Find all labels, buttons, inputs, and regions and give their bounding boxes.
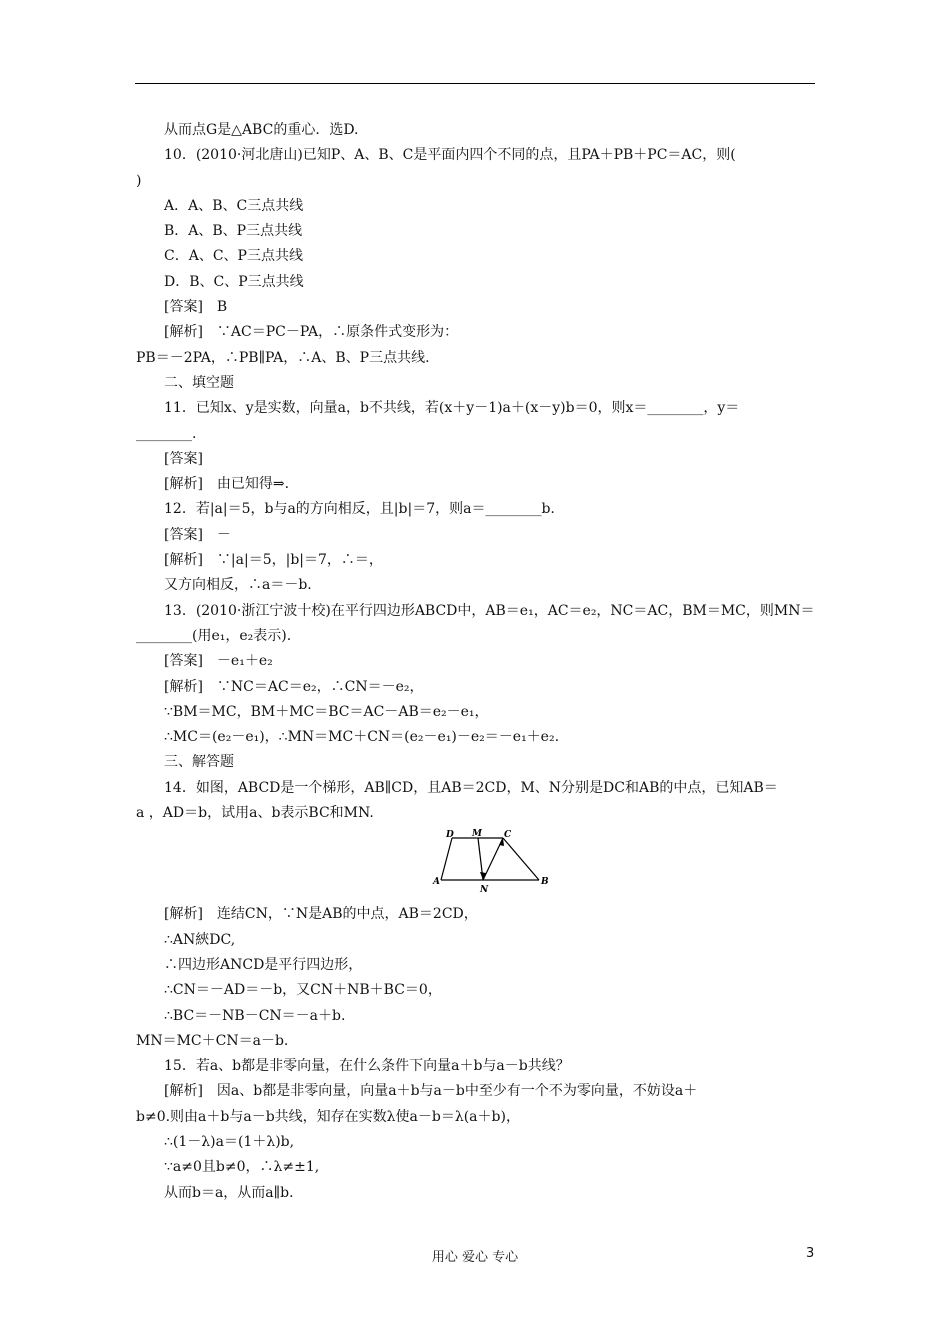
text-line: ∴(1－λ)a＝(1＋λ)b, [164, 1133, 295, 1150]
answer-line: [答案] －e₁＋e₂ [164, 653, 273, 670]
text-line: ________. [136, 425, 197, 442]
question-13-stem: 13．(2010·浙江宁波十校)在平行四边形ABCD中，AB＝e₁，AC＝e₂，NC＝AC，BM＝MC，则MN＝ [164, 602, 815, 619]
text-line: ________(用e₁，e₂表示). [136, 627, 292, 644]
text-line: MN＝MC＋CN＝a－b. [136, 1032, 289, 1049]
label-b: B [541, 877, 549, 888]
text-line: b≠0.则由a＋b与a－b共线，知存在实数λ使a－b＝λ(a＋b)， [136, 1108, 520, 1125]
trapezoid-figure [136, 826, 814, 902]
text-line: ∴CN＝－AD＝－b，又CN＋NB＋BC＝0， [164, 982, 442, 999]
option-d: D．B、C、P三点共线 [164, 273, 304, 290]
page-number: 3 [806, 1246, 815, 1261]
question-14-stem: 14．如图，ABCD是一个梯形，AB∥CD，且AB＝2CD，M、N分别是DC和AB的中点，已知AB＝ [164, 779, 778, 796]
answer-line: [答案] [164, 450, 203, 467]
text-line: 从而b＝a，从而a∥b. [164, 1184, 294, 1201]
page-body [136, 118, 814, 1206]
option-a: A．A、B、C三点共线 [164, 197, 304, 214]
text-line: ∵BM＝MC，BM＋MC＝BC＝AC－AB＝e₂－e₁， [164, 703, 489, 720]
analysis-line: [解析] ∵NC＝AC＝e₂，∴CN＝－e₂， [164, 678, 424, 695]
segment-ad [441, 838, 452, 880]
label-a: A [433, 877, 440, 888]
text-line: ∴AN綊DC, [164, 931, 236, 948]
answer-line: [答案] B [164, 299, 228, 316]
label-c: C [504, 830, 512, 841]
question-15-stem: 15．若a、b都是非零向量，在什么条件下向量a＋b与a－b共线？ [164, 1058, 570, 1075]
text-line: 从而点G是△ABC的重心．选D. [164, 122, 359, 138]
text-line: ∴MC＝(e₂－e₁)，∴MN＝MC＋CN＝(e₂－e₁)－e₂＝－e₁＋e₂. [164, 729, 560, 746]
footer-slogan: 用心 爱心 专心 [431, 1250, 519, 1265]
header-rule [135, 83, 815, 84]
analysis-line: [解析] ∵|a|＝5，|b|＝7，∴＝， [164, 552, 383, 569]
label-d: D [446, 830, 454, 841]
analysis-line: [解析] 连结CN，∵N是AB的中点，AB＝2CD， [164, 906, 478, 923]
question-12-stem: 12．若|a|＝5，b与a的方向相反，且|b|＝7，则a＝________b. [164, 501, 555, 518]
label-n: N [480, 885, 489, 896]
text-line: a ，AD＝b，试用a、b表示BC和MN. [136, 805, 374, 822]
analysis-line: [解析] 由已知得⇒. [164, 476, 290, 493]
label-m: M [472, 829, 482, 840]
analysis-line: [解析] ∵AC＝PC－PA，∴原条件式变形为： [164, 324, 459, 341]
text-line: ) [136, 172, 142, 189]
option-b: B．A、B、P三点共线 [164, 223, 303, 240]
segment-cb [503, 838, 539, 880]
text-line: ∴四边形ANCD是平行四边形， [164, 956, 363, 973]
text-line: ∴BC＝－NB－CN＝－a＋b. [164, 1007, 346, 1024]
section-heading: 三、解答题 [164, 754, 234, 771]
text-line: ∵a≠0且b≠0，∴λ≠±1, [164, 1159, 320, 1176]
analysis-line: [解析] 因a、b都是非零向量，向量a＋b与a－b中至少有一个不为零向量，不妨设a＋ [164, 1083, 698, 1100]
question-11-stem: 11．已知x、y是实数，向量a，b不共线，若(x＋y－1)a＋(x－y)b＝0，则x＝________，y＝ [164, 400, 740, 417]
text-line: 又方向相反，∴a＝－b. [164, 577, 312, 594]
text-line: PB＝－2PA，∴PB∥PA，∴A、B、P三点共线. [136, 349, 430, 366]
answer-line: [答案] － [164, 526, 231, 543]
question-10-stem: 10．(2010·河北唐山)已知P、A、B、C是平面内四个不同的点，且PA＋PB＋PC＝AC，则( [164, 147, 736, 164]
option-c: C．A、C、P三点共线 [164, 248, 303, 265]
section-heading: 二、填空题 [164, 374, 234, 391]
trapezoid-diagram [431, 828, 561, 900]
